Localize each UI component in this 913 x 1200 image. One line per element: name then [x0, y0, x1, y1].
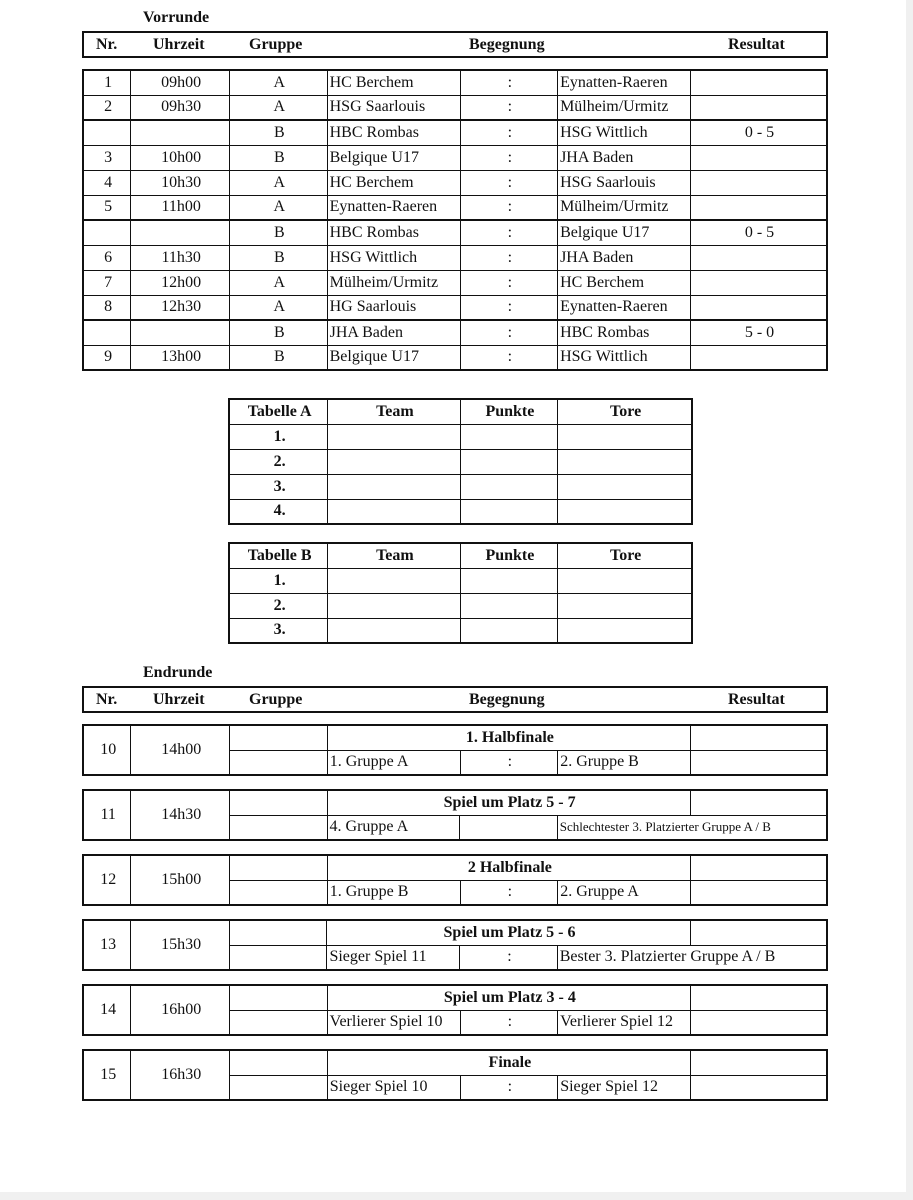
match-separator: : — [460, 195, 558, 220]
match-separator: : — [460, 120, 558, 145]
match-home-team: Sieger Spiel 11 — [327, 945, 460, 970]
match-home-team: 1. Gruppe B — [327, 880, 460, 905]
match-result-cell — [690, 880, 827, 905]
match-away-team: Eynatten-Raeren — [558, 70, 691, 95]
standings-rank: 2. — [229, 593, 328, 618]
match-separator: : — [460, 270, 558, 295]
match-away-team: 2. Gruppe A — [558, 880, 691, 905]
match-nr: 7 — [83, 270, 131, 295]
match-time: 14h00 — [131, 725, 230, 775]
header-nr: Nr. — [96, 36, 118, 53]
match-away-team: HSG Wittlich — [558, 120, 691, 145]
match-result — [690, 345, 827, 370]
standings-row — [229, 568, 692, 593]
match-nr: 14 — [83, 985, 131, 1035]
match-result — [690, 245, 827, 270]
standings-team-cell — [328, 424, 460, 449]
match-time: 10h00 — [131, 145, 230, 170]
match-result-cell — [691, 1075, 827, 1100]
match-away-team: Sieger Spiel 12 — [558, 1075, 691, 1100]
match-separator: : — [460, 320, 558, 345]
match-result-cell — [690, 790, 827, 815]
header-gruppe: Gruppe — [249, 691, 303, 708]
match-title: 2 Halbfinale — [327, 855, 690, 880]
match-result-cell — [691, 985, 827, 1010]
tabelle-a-team-header: Team — [328, 399, 460, 424]
match-home-team: HC Berchem — [327, 70, 460, 95]
tabelle-a-tore-header: Tore — [558, 399, 692, 424]
match-title: Finale — [327, 1050, 690, 1075]
standings-team-cell — [328, 499, 460, 524]
standings-rank: 4. — [229, 499, 328, 524]
standings-goals-cell — [558, 568, 692, 593]
match-group-cell — [230, 985, 328, 1010]
match-title: Spiel um Platz 3 - 4 — [327, 985, 690, 1010]
match-group: B — [230, 345, 328, 370]
match-result — [690, 95, 827, 120]
match-time — [131, 320, 230, 345]
match-result: 5 - 0 — [690, 320, 827, 345]
standings-team-cell — [328, 449, 460, 474]
match-separator: : — [460, 1075, 558, 1100]
match-row — [83, 195, 827, 220]
match-group-cell — [230, 815, 328, 840]
match-result — [690, 170, 827, 195]
match-away-team: Verlierer Spiel 12 — [558, 1010, 691, 1035]
match-away-team: 2. Gruppe B — [558, 750, 691, 775]
match-group: B — [230, 320, 328, 345]
match-row — [83, 170, 827, 195]
tabelle-a-title: Tabelle A — [229, 399, 328, 424]
match-time: 10h30 — [131, 170, 230, 195]
standings-rank: 3. — [229, 474, 328, 499]
match-row — [83, 245, 827, 270]
match-result — [690, 70, 827, 95]
match-away-team: Mülheim/Urmitz — [558, 95, 691, 120]
match-home-team: HBC Rombas — [327, 120, 460, 145]
match-group-cell — [230, 1050, 328, 1075]
header-uhrzeit: Uhrzeit — [153, 691, 205, 708]
match-home-team: Belgique U17 — [327, 345, 460, 370]
match-time: 16h30 — [131, 1050, 230, 1100]
match-home-team: Eynatten-Raeren — [327, 195, 460, 220]
match-result-cell — [690, 725, 827, 750]
match-group: B — [230, 220, 328, 245]
match-nr: 12 — [83, 855, 131, 905]
match-separator: : — [460, 170, 558, 195]
final-match-block — [82, 789, 828, 841]
match-result — [690, 145, 827, 170]
match-nr: 6 — [83, 245, 131, 270]
standings-team-cell — [328, 474, 460, 499]
match-time: 14h30 — [131, 790, 230, 840]
match-row — [83, 70, 827, 95]
match-time: 15h00 — [131, 855, 230, 905]
match-group: A — [230, 95, 328, 120]
match-row — [83, 345, 827, 370]
match-home-team: HSG Saarlouis — [327, 95, 460, 120]
match-home-team: HG Saarlouis — [327, 295, 460, 320]
standings-rank: 1. — [229, 424, 328, 449]
match-group-cell — [230, 945, 327, 970]
match-group-cell — [230, 1010, 328, 1035]
match-time: 09h00 — [131, 70, 230, 95]
match-group: B — [230, 120, 328, 145]
match-away-team: Bester 3. Platzierter Gruppe A / B — [557, 945, 827, 970]
match-row — [83, 270, 827, 295]
endrunde-header — [82, 686, 828, 713]
match-separator: : — [460, 750, 558, 775]
match-row — [83, 95, 827, 120]
match-separator — [460, 815, 558, 840]
final-match-block — [82, 984, 828, 1036]
match-separator: : — [460, 345, 558, 370]
match-result-cell — [690, 855, 827, 880]
tabelle-b-team-header: Team — [328, 543, 460, 568]
match-result-cell — [690, 920, 827, 945]
standings-team-cell — [328, 618, 460, 643]
match-result-cell — [691, 1050, 827, 1075]
match-title: Spiel um Platz 5 - 7 — [327, 790, 690, 815]
match-group-cell — [230, 880, 328, 905]
match-group-cell — [230, 790, 328, 815]
match-home-team: Sieger Spiel 10 — [327, 1075, 460, 1100]
match-group-cell — [230, 750, 328, 775]
standings-goals-cell — [558, 424, 692, 449]
tabelle-a — [228, 398, 693, 525]
match-away-team: JHA Baden — [558, 145, 691, 170]
match-separator: : — [460, 220, 558, 245]
tabelle-b-punkte-header: Punkte — [460, 543, 558, 568]
match-title: 1. Halbfinale — [327, 725, 690, 750]
standings-goals-cell — [558, 499, 692, 524]
match-away-team: HBC Rombas — [558, 320, 691, 345]
standings-team-cell — [328, 568, 460, 593]
match-group: B — [230, 245, 328, 270]
match-result: 0 - 5 — [690, 120, 827, 145]
match-nr: 1 — [83, 70, 131, 95]
match-group-cell — [230, 920, 327, 945]
match-nr: 8 — [83, 295, 131, 320]
match-time — [131, 220, 230, 245]
match-group: B — [230, 145, 328, 170]
match-away-team: HSG Saarlouis — [558, 170, 691, 195]
standings-row — [229, 593, 692, 618]
tabelle-b-title: Tabelle B — [229, 543, 328, 568]
vorrunde-header — [82, 31, 828, 58]
match-away-team: HSG Wittlich — [558, 345, 691, 370]
match-separator: : — [460, 95, 558, 120]
match-separator: : — [460, 1010, 558, 1035]
match-time: 11h30 — [131, 245, 230, 270]
match-nr: 15 — [83, 1050, 131, 1100]
match-group-cell — [230, 1075, 328, 1100]
standings-goals-cell — [558, 593, 692, 618]
match-time: 13h00 — [131, 345, 230, 370]
match-nr — [83, 320, 131, 345]
final-match-block — [82, 724, 828, 776]
match-group-cell — [230, 725, 328, 750]
match-home-team: Verlierer Spiel 10 — [327, 1010, 460, 1035]
tabelle-b — [228, 542, 693, 644]
match-result-cell — [691, 1010, 827, 1035]
match-nr: 2 — [83, 95, 131, 120]
header-nr: Nr. — [96, 691, 118, 708]
standings-row — [229, 499, 692, 524]
match-group: A — [230, 70, 328, 95]
match-time: 16h00 — [131, 985, 230, 1035]
standings-row — [229, 474, 692, 499]
match-home-team: Belgique U17 — [327, 145, 460, 170]
final-match-block — [82, 919, 828, 971]
standings-points-cell — [460, 568, 558, 593]
match-time — [131, 120, 230, 145]
match-time: 09h30 — [131, 95, 230, 120]
match-away-team: Eynatten-Raeren — [558, 295, 691, 320]
match-separator: : — [460, 145, 558, 170]
match-nr: 4 — [83, 170, 131, 195]
vorrunde-title: Vorrunde — [143, 9, 210, 26]
standings-goals-cell — [558, 474, 692, 499]
match-home-team: HBC Rombas — [327, 220, 460, 245]
match-group-cell — [230, 855, 328, 880]
header-begegnung: Begegnung — [469, 36, 545, 53]
match-separator: : — [460, 295, 558, 320]
match-result — [690, 195, 827, 220]
tabelle-a-punkte-header: Punkte — [460, 399, 558, 424]
match-nr: 10 — [83, 725, 131, 775]
match-home-team: Mülheim/Urmitz — [327, 270, 460, 295]
match-separator: : — [460, 245, 558, 270]
match-row — [83, 320, 827, 345]
match-home-team: 1. Gruppe A — [327, 750, 460, 775]
standings-rank: 3. — [229, 618, 328, 643]
standings-points-cell — [460, 424, 558, 449]
match-home-team: HSG Wittlich — [327, 245, 460, 270]
match-row — [83, 295, 827, 320]
match-separator: : — [460, 880, 558, 905]
final-match-block — [82, 1049, 828, 1101]
match-time: 12h30 — [131, 295, 230, 320]
match-result — [690, 270, 827, 295]
header-resultat: Resultat — [728, 691, 785, 708]
standings-row — [229, 618, 692, 643]
standings-points-cell — [460, 593, 558, 618]
match-home-team: 4. Gruppe A — [327, 815, 460, 840]
match-nr — [83, 120, 131, 145]
standings-rank: 2. — [229, 449, 328, 474]
match-time: 15h30 — [131, 920, 230, 970]
standings-points-cell — [460, 499, 558, 524]
match-away-team: JHA Baden — [558, 245, 691, 270]
match-row — [83, 145, 827, 170]
header-uhrzeit: Uhrzeit — [153, 36, 205, 53]
standings-team-cell — [328, 593, 460, 618]
match-result-cell — [690, 750, 827, 775]
endrunde-title: Endrunde — [143, 664, 213, 681]
match-nr: 9 — [83, 345, 131, 370]
standings-points-cell — [460, 449, 558, 474]
standings-rank: 1. — [229, 568, 328, 593]
match-group: A — [230, 295, 328, 320]
match-row — [83, 120, 827, 145]
standings-points-cell — [460, 474, 558, 499]
match-result: 0 - 5 — [690, 220, 827, 245]
header-resultat: Resultat — [728, 36, 785, 53]
match-group: A — [230, 270, 328, 295]
standings-row — [229, 424, 692, 449]
match-nr: 5 — [83, 195, 131, 220]
match-time: 11h00 — [131, 195, 230, 220]
match-nr: 13 — [83, 920, 131, 970]
match-away-team: Belgique U17 — [558, 220, 691, 245]
match-away-team: Schlechtester 3. Platzierter Gruppe A / B — [557, 815, 827, 840]
match-nr: 11 — [83, 790, 131, 840]
match-group: A — [230, 170, 328, 195]
standings-points-cell — [460, 618, 558, 643]
match-away-team: HC Berchem — [558, 270, 691, 295]
vorrunde-table — [82, 69, 828, 371]
header-gruppe: Gruppe — [249, 36, 303, 53]
match-away-team: Mülheim/Urmitz — [558, 195, 691, 220]
match-home-team: HC Berchem — [327, 170, 460, 195]
match-nr — [83, 220, 131, 245]
match-separator: : — [460, 945, 557, 970]
match-title: Spiel um Platz 5 - 6 — [327, 920, 690, 945]
header-begegnung: Begegnung — [469, 691, 545, 708]
match-result — [690, 295, 827, 320]
match-row — [83, 220, 827, 245]
standings-goals-cell — [558, 449, 692, 474]
match-nr: 3 — [83, 145, 131, 170]
match-time: 12h00 — [131, 270, 230, 295]
match-group: A — [230, 195, 328, 220]
standings-goals-cell — [558, 618, 692, 643]
final-match-block — [82, 854, 828, 906]
match-separator: : — [460, 70, 558, 95]
tabelle-b-tore-header: Tore — [558, 543, 692, 568]
match-home-team: JHA Baden — [327, 320, 460, 345]
standings-row — [229, 449, 692, 474]
